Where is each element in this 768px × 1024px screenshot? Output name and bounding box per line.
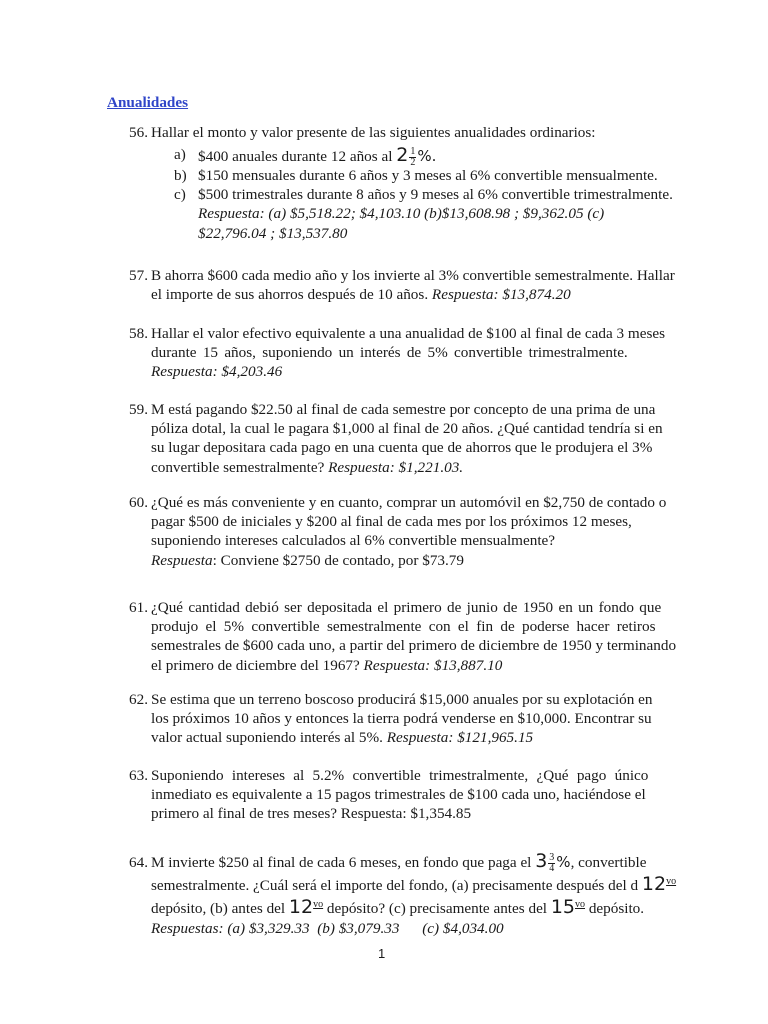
problem-number: 58. (129, 325, 148, 342)
answer: Respuestas: (a) $3,329.33 (b) $3,079.33 (c) $4,034.00 (151, 919, 504, 937)
problem-text: ¿Qué cantidad debió ser depositada el primero de junio de 1950 en un fondo que (151, 599, 662, 616)
answer: Respuesta: $4,203.46 (151, 363, 283, 381)
answer-cont: $22,796.04 ; $13,537.80 (198, 224, 348, 242)
problem-text: M invierte $250 al final de cada 6 meses, en fondo que paga el 3 $\frac{3}{4}$ %, convertible (151, 850, 647, 875)
problem-56-items (174, 144, 674, 243)
fraction: $\frac{3}{4}$ (549, 852, 555, 875)
problem-61: 61. ¿Qué cantidad debió ser depositada el primero de junio de 1950 en un fondo que produjo el 5% convertible semestralmente con el fin de poderse hacer retiros semestrales de $600 cada uno, a partir del primero de diciembre de 1950 y terminando el primero de diciembre del 1967? Respuesta: $13,887.10 (129, 599, 677, 674)
problem-number: 57. (129, 267, 148, 284)
problem-text: ¿Qué es más conveniente y en cuanto, comprar un automóvil en $2,750 de contado o (151, 494, 667, 511)
problem-number: 62. (129, 691, 148, 708)
list-item-b: b) $150 mensuales durante 6 años y 3 meses al 6% convertible mensualmente. (174, 167, 658, 184)
answer: Respuesta: $1,221.03. (328, 458, 464, 476)
answer: Respuesta: $13,887.10 (363, 656, 503, 674)
problem-57: 57. B ahorra $600 cada medio año y los invierte al 3% convertible semestralmente. Hallar el importe de sus ahorros después de 10 años. Respuesta: $13,874.20 (129, 267, 675, 304)
problem-63: 63. Suponiendo intereses al 5.2% convertible trimestralmente, ¿Qué pago único inmediato es equivalente a 15 pagos trimestrales de $100 cada uno, haciéndose el primero al final de tres meses? Respuesta: $1,354.85 (129, 766, 660, 824)
problem-62: 62. Se estima que un terreno boscoso producirá $15,000 anuales por su explotación en los próximos 10 años y entonces la tierra podrá venderse en $10,000. Encontrar su valor actual suponiendo interés al 5%. Respuesta: $121,965.15 (129, 690, 660, 748)
answer: Respuesta: (a) $5,518.22; $4,103.10 (b)$13,608.98 ; $9,362.05 (c) (198, 205, 605, 223)
problem-number: 56. (129, 124, 148, 141)
problem-56 (129, 123, 660, 142)
problem-60: 60. ¿Qué es más conveniente y en cuanto, comprar un automóvil en $2,750 de contado o pagar $500 de iniciales y $200 al final de cada mes por los próximos 12 meses, suponiendo intereses calculados al 6% convertible mensualmente? Respuesta: Conviene $2750 de contado, por $73.79 (129, 494, 667, 569)
problem-text: M está pagando $22.50 al final de cada semestre por concepto de una prima de una (151, 401, 656, 418)
fraction: $\frac{1}{2}$ (410, 146, 416, 169)
answer: Respuesta: $121,965.15 (386, 729, 534, 747)
problem-number: 61. (129, 599, 148, 616)
problem-number: 63. (129, 767, 148, 784)
problem-text: Hallar el monto y valor presente de las siguientes anualidades ordinarios: (151, 124, 596, 141)
page-number: 1 (378, 946, 386, 961)
problem-58: 58. Hallar el valor efectivo equivalente a una anualidad de $100 al final de cada 3 meses durante 15 años, suponiendo un interés de 5% convertible trimestralmente. Respuesta: $4,203.46 (129, 325, 666, 381)
answer: Respuesta: Conviene $2750 de contado, por $73.79 (151, 551, 464, 569)
section-heading: Anualidades (107, 94, 189, 111)
problem-number: 59. (129, 401, 148, 418)
problem-64: 64. M invierte $250 al final de cada 6 meses, en fondo que paga el 3 $\frac{3}{4}$ %, convertible semestralmente. ¿Cuál será el importe del fondo, (a) precisamente después del d $12^{vo}$ depósito, (b) antes del $12^{vo}$ depósito? (c) precisamente antes del $15^{vo}$ depósito. Respuestas: (a) $3,329.33 (b) $3,079.33 (c) $4,034.00 (129, 842, 660, 938)
problem-text: Suponiendo intereses al 5.2% convertible trimestralmente, ¿Qué pago único (151, 767, 649, 784)
problem-number: 64. (129, 854, 148, 871)
problem-59: 59. M está pagando $22.50 al final de cada semestre por concepto de una prima de una póliza dotal, la cual le pagara $1,000 al final de 20 años. ¿Qué cantidad tendría si en su lugar depositara cada pago en una cuenta que de ahorros que le produjera el 3% convertible semestralmente? Respuesta: $1,221.03. (129, 401, 663, 476)
answer: Respuesta: $13,874.20 (431, 286, 571, 304)
problem-number: 60. (129, 494, 148, 511)
list-item-c: c) $500 trimestrales durante 8 años y 9 meses al 6% convertible trimestralmente. (174, 186, 673, 204)
problem-text: Hallar el valor efectivo equivalente a una anualidad de $100 al final de cada 3 meses (151, 325, 666, 342)
problem-text: Se estima que un terreno boscoso producirá $15,000 anuales por su explotación en (151, 691, 653, 708)
problem-text: B ahorra $600 cada medio año y los invierte al 3% convertible semestralmente. Hallar (151, 267, 675, 284)
list-item-a: a) $400 anuales durante 12 años al 2 $\frac{1}{2}$ %. (174, 144, 437, 169)
